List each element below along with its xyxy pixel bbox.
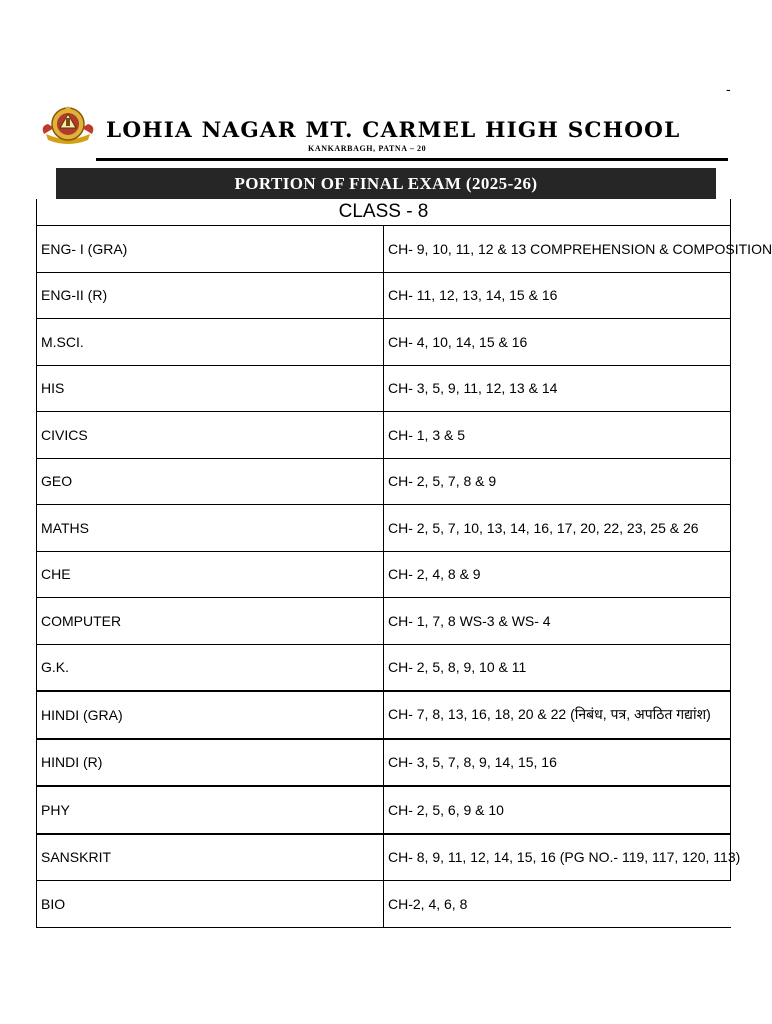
- chapters-cell: CH-2, 4, 6, 8: [384, 881, 731, 928]
- chapters-cell: CH- 8, 9, 11, 12, 14, 15, 16 (PG NO.- 119, 117, 120, 113): [384, 834, 731, 881]
- table-row: [37, 272, 731, 319]
- chapters-cell: CH- 2, 5, 7, 8 & 9: [384, 458, 731, 505]
- subject-cell: M.SCI.: [37, 319, 384, 366]
- chapters-cell: CH- 11, 12, 13, 14, 15 & 16: [384, 272, 731, 319]
- subject-cell: G.K.: [37, 644, 384, 691]
- school-name: LOHIA NAGAR MT. CARMEL HIGH SCHOOL: [106, 118, 681, 143]
- subject-cell: SANSKRIT: [37, 834, 384, 881]
- chapters-cell: CH- 3, 5, 7, 8, 9, 14, 15, 16: [384, 739, 731, 787]
- subject-cell: GEO: [37, 458, 384, 505]
- subject-cell: HINDI (R): [37, 739, 384, 787]
- corner-mark: -: [726, 81, 731, 97]
- table-row: [37, 458, 731, 505]
- school-crest-icon: [40, 104, 96, 146]
- table-row: [37, 365, 731, 412]
- header-divider: [96, 158, 728, 161]
- subject-cell: HIS: [37, 365, 384, 412]
- chapters-cell: CH- 3, 5, 9, 11, 12, 13 & 14: [384, 365, 731, 412]
- chapters-cell: CH- 2, 5, 7, 10, 13, 14, 16, 17, 20, 22, 23, 25 & 26: [384, 505, 731, 552]
- subject-cell: ENG- I (GRA): [37, 226, 384, 273]
- chapters-cell: CH- 2, 5, 6, 9 & 10: [384, 786, 731, 834]
- table-row: [37, 739, 731, 787]
- subject-cell: CIVICS: [37, 412, 384, 459]
- subject-cell: PHY: [37, 786, 384, 834]
- chapters-cell: CH- 4, 10, 14, 15 & 16: [384, 319, 731, 366]
- chapters-cell: CH- 2, 5, 8, 9, 10 & 11: [384, 644, 731, 691]
- table-row: [37, 412, 731, 459]
- chapters-cell: CH- 9, 10, 11, 12 & 13 COMPREHENSION & COMPOSITION: [384, 226, 731, 273]
- chapters-cell: CH- 2, 4, 8 & 9: [384, 551, 731, 598]
- page-title: PORTION OF FINAL EXAM (2025-26): [56, 168, 716, 199]
- class-row: [37, 199, 731, 226]
- subject-cell: MATHS: [37, 505, 384, 552]
- table-row: [37, 319, 731, 366]
- table-row: [37, 691, 731, 739]
- subject-cell: COMPUTER: [37, 598, 384, 645]
- portion-table: [36, 199, 772, 928]
- table-row: [37, 551, 731, 598]
- school-header: [38, 104, 728, 162]
- table-row: [37, 644, 731, 691]
- subject-cell: CHE: [37, 551, 384, 598]
- school-address: KANKARBAGH, PATNA – 20: [308, 144, 427, 153]
- chapters-cell: CH- 1, 7, 8 WS-3 & WS- 4: [384, 598, 731, 645]
- subject-cell: BIO: [37, 881, 384, 928]
- subject-cell: HINDI (GRA): [37, 691, 384, 739]
- table-row: [37, 881, 731, 928]
- table-row: [37, 505, 731, 552]
- table-row: [37, 834, 731, 881]
- chapters-cell: CH- 1, 3 & 5: [384, 412, 731, 459]
- subject-cell: ENG-II (R): [37, 272, 384, 319]
- table-row: [37, 598, 731, 645]
- table-row: [37, 226, 731, 273]
- table-row: [37, 786, 731, 834]
- class-label: CLASS - 8: [37, 199, 731, 226]
- chapters-cell: CH- 7, 8, 13, 16, 18, 20 & 22 (निबंध, पत्र, अपठित गद्यांश): [384, 691, 731, 739]
